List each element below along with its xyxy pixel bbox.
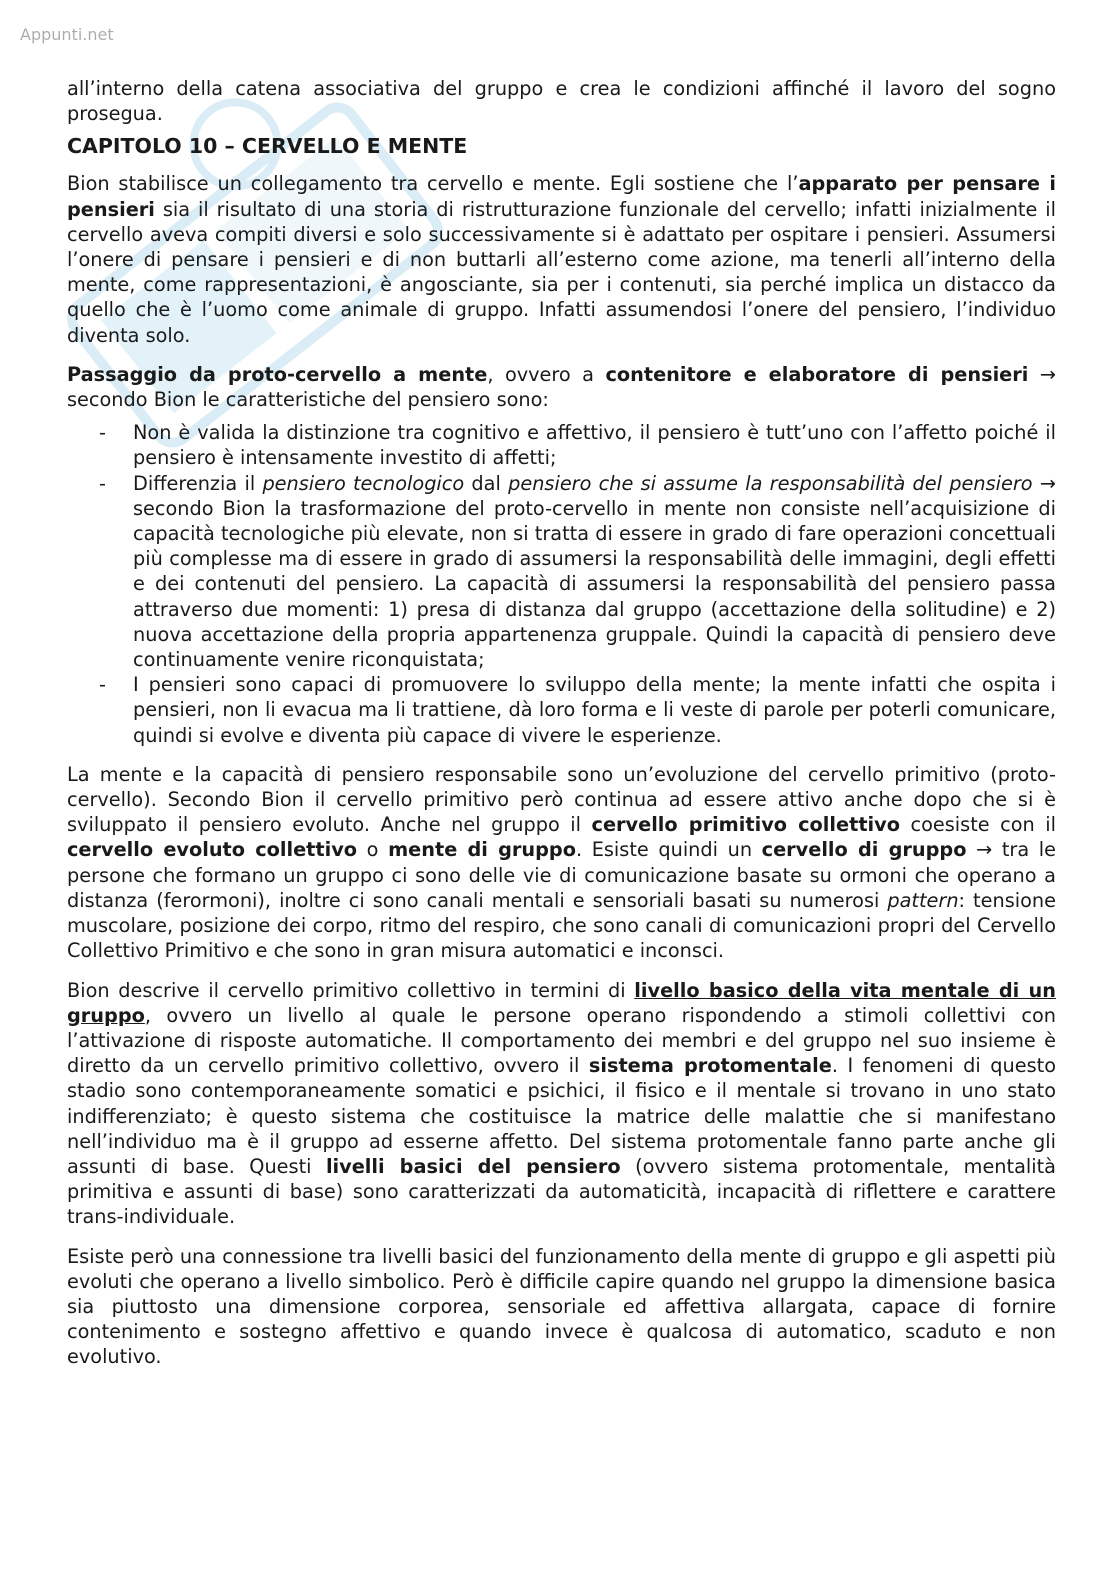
thought-characteristics-list xyxy=(67,420,1056,748)
paragraph-proto-brain xyxy=(67,362,1056,412)
bold-term: cervello di gruppo xyxy=(761,838,967,862)
list-item xyxy=(67,471,1056,673)
text-span: I pensieri sono capaci di promuovere lo sviluppo della mente; la mente infatti che ospita i pensieri, non li evacua ma li trattiene, dà loro forma e li veste di parole per poterli comunicare, quindi si evolve e diventa più capace di vivere le esperienze. xyxy=(133,673,1056,747)
text-span: (ovvero sistema protomentale, mentalità primitiva e assunti di base) sono caratterizzati da automaticità, incapacità di riflettere e carattere trans-individuale. xyxy=(67,1154,1056,1229)
text-span: coesiste con il xyxy=(899,813,1056,837)
italic-term: pensiero che si assume la responsabilità del pensiero xyxy=(508,471,1033,495)
text-span: → secondo Bion la trasformazione del proto-cervello in mente non consiste nell’acquisizione di capacità tecnologiche più elevate, non si tratta di essere in grado di fare operazioni concettuali più complesse ma di essere in grado di assumersi la responsabilità delle immagini, degli effetti e dei contenuti del pensiero. La capacità di assumersi la responsabilità del pensiero passa attraverso due momenti: 1) presa di distanza dal gruppo (accettazione della solitudine) e 2) nuova accettazione della propria appartenenza gruppale. Quindi la capacità di pensiero deve continuamente venire riconquistata; xyxy=(133,471,1056,672)
paragraph-protomental-system xyxy=(67,978,1056,1230)
paragraph-collective-brain xyxy=(67,762,1056,964)
text-span: , ovvero un livello al quale le persone operano rispondendo a stimoli collettivi con l’attivazione di risposte automatiche. Il comportamento dei membri e del gruppo nel suo insieme è diretto da un cervello primitivo collettivo, ovvero il xyxy=(67,1003,1056,1078)
list-dash: - xyxy=(99,673,106,697)
italic-term: pensiero tecnologico xyxy=(262,471,465,495)
text-span: . Esiste quindi un xyxy=(575,838,762,862)
list-item xyxy=(67,420,1056,470)
list-item xyxy=(67,672,1056,748)
paragraph-brain-mind xyxy=(67,171,1056,347)
text-span: Bion stabilisce un collegamento tra cervello e mente. Egli sostiene che l’ xyxy=(67,172,799,196)
bold-term: cervello primitivo collettivo xyxy=(591,813,900,837)
text-span: → tra le persone che formano un gruppo ci sono delle vie di comunicazione basate su ormoni che operano a distanza (ferormoni), inoltre ci sono canali mentali e sensoriali basati su numerosi xyxy=(67,838,1056,912)
text-span: dal xyxy=(464,471,509,495)
text-span: → secondo Bion le caratteristiche del pensiero sono: xyxy=(67,362,1056,412)
bold-term: Passaggio da proto-cervello a mente xyxy=(67,362,488,386)
text-span: La mente e la capacità di pensiero responsabile sono un’evoluzione del cervello primitivo (proto-cervello). Secondo Bion il cervello primitivo però continua ad essere attivo anche dopo che si è sviluppato il pensiero evoluto. Anche nel gruppo il xyxy=(67,762,1056,837)
text-span: : tensione muscolare, posizione dei corpo, ritmo del respiro, che sono canali di comunicazioni propri del Cervello Collettivo Primitivo e che sono in gran misura automatici e inconsci. xyxy=(67,888,1056,963)
watermark-text: Appunti.net xyxy=(20,25,114,44)
document-page xyxy=(67,76,1056,1384)
bold-underlined-term: livello basico della vita mentale di un gruppo xyxy=(67,978,1056,1027)
text-span: Non è valida la distinzione tra cognitivo e affettivo, il pensiero è tutt’uno con l’affetto poiché il pensiero è intensamente investito di affetti; xyxy=(133,421,1056,470)
list-dash: - xyxy=(99,421,106,445)
bold-term: sistema protomentale xyxy=(588,1054,832,1078)
chapter-title: CAPITOLO 10 – CERVELLO E MENTE xyxy=(67,134,468,159)
bold-term: livelli basici del pensiero xyxy=(325,1154,621,1178)
paragraph-connection: Esiste però una connessione tra livelli basici del funzionamento della mente di gruppo e gli aspetti più evoluti che operano a livello simbolico. Però è difficile capire quando nel gruppo la dimensione basica sia piuttosto una dimensione corporea, sensoriale ed affettiva allargata, capace di fornire contenimento e sostegno affettivo e quando invece è qualcosa di automatico, scaduto e non evolutivo. xyxy=(67,1244,1056,1369)
bold-term: contenitore e elaboratore di pensieri xyxy=(605,362,1029,386)
text-span: Bion descrive il cervello primitivo collettivo in termini di xyxy=(67,978,635,1002)
text-span: . I fenomeni di questo stadio sono contemporaneamente somatici e psichici, il fisico e il mentale si trovano in uno stato indifferenziato; è questo sistema che costituisce la matrice delle malattie che si manifestano nell’individuo ma è il gruppo ad esserne affetto. Del sistema protomentale fanno parte anche gli assunti di base. Questi xyxy=(67,1054,1056,1178)
text-span: Differenzia il xyxy=(133,471,263,495)
bold-term: apparato per pensare i pensieri xyxy=(67,172,1056,221)
text-span: o xyxy=(357,838,389,862)
bold-term: cervello evoluto collettivo xyxy=(67,838,358,862)
text-span: , ovvero a xyxy=(487,362,606,386)
list-dash: - xyxy=(99,471,106,495)
text-span: sia il risultato di una storia di ristrutturazione funzionale del cervello; infatti inizialmente il cervello aveva compiti diversi e solo successivamente si è adattato per ospitare i pensieri. Assumersi l’onere di pensare i pensieri e di non buttarli all’esterno come azione, ma tenerli all’interno della mente, come rappresentazioni, è angosciante, sia per i contenuti, sia perché implica un distacco da quello che è l’uomo come animale di gruppo. Infatti assumendosi l’onere del pensiero, l’individuo diventa solo. xyxy=(67,197,1056,347)
intro-paragraph: all’interno della catena associativa del gruppo e crea le condizioni affinché il lavoro del sogno prosegua. xyxy=(67,77,1056,126)
italic-term: pattern xyxy=(887,888,959,912)
bold-term: mente di gruppo xyxy=(388,838,576,862)
